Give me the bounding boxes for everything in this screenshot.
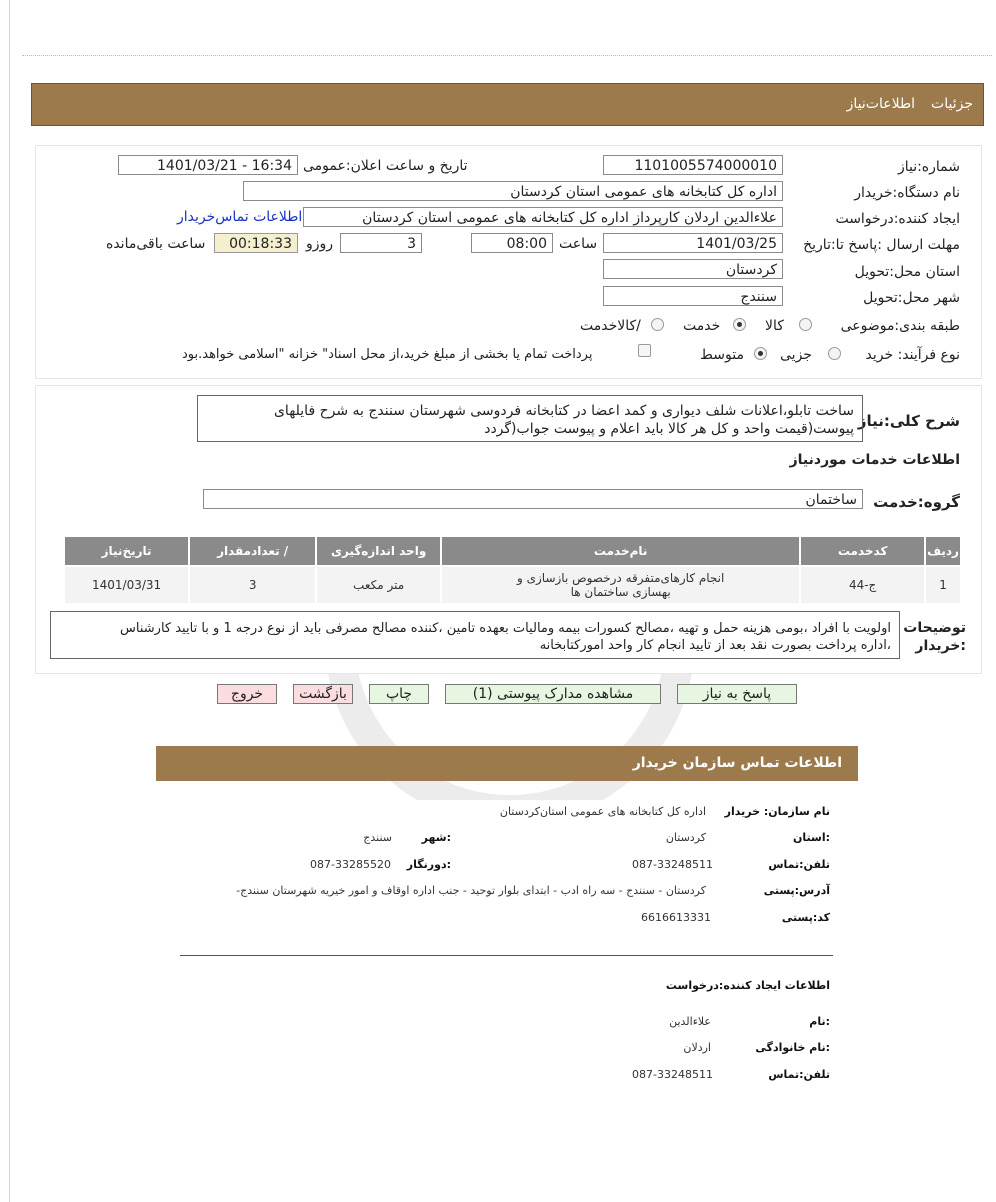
- contact-postal-label: کد:پستی: [781, 911, 830, 924]
- contact-province-label: :استان: [793, 831, 830, 844]
- city-field: سنندج: [603, 286, 783, 306]
- process-label: نوع فرآیند: خرید: [865, 347, 960, 363]
- col-service-code: کدخدمت: [800, 536, 925, 566]
- process-minor-radio[interactable]: [828, 347, 841, 360]
- contact-org-label: نام سازمان: خریدار: [724, 805, 830, 818]
- announce-label: تاریخ و ساعت اعلان:عمومی: [303, 158, 468, 174]
- time-label: ساعت: [559, 236, 598, 252]
- category-service-label: خدمت: [683, 318, 721, 334]
- contact-phone-value: 087-33248511: [632, 858, 713, 871]
- contact-city-label: :شهر: [421, 831, 451, 844]
- creator-family-value: اردلان: [683, 1041, 711, 1054]
- col-service-name: نام‌خدمت: [441, 536, 800, 566]
- need-number-label: شماره:نیاز: [897, 159, 960, 175]
- category-goods-radio[interactable]: [799, 318, 812, 331]
- creator-info-title: اطلاعات ایجاد کننده:درخواست: [665, 979, 830, 992]
- contact-phone-label: تلفن:تماس: [768, 858, 830, 871]
- exit-button[interactable]: خروج: [217, 684, 277, 704]
- dotted-divider: [22, 55, 992, 56]
- buyer-notes-box: [50, 611, 900, 659]
- services-title: اطلاعات خدمات موردنیاز: [789, 452, 960, 468]
- buyer-contact-link[interactable]: اطلاعات تماس‌خریدار: [177, 209, 303, 225]
- page-left-border: [9, 0, 10, 1202]
- cell-quantity: 3: [189, 566, 316, 604]
- cell-service-name: [441, 566, 800, 604]
- cell-service-code: ج-44: [800, 566, 925, 604]
- category-label: طبقه بندی:موضوعی: [840, 318, 960, 334]
- province-field: کردستان: [603, 259, 783, 279]
- table-row: [64, 566, 961, 604]
- col-quantity: / تعدادمقدار: [189, 536, 316, 566]
- contact-header-bar: [156, 746, 858, 781]
- contact-address-value: کردستان - سنندج - سه راه ادب - ابتدای بلوار توحید - جنب اداره اوقاف و امور خیریه شهرستان سنندج-: [236, 884, 706, 897]
- details-tab[interactable]: جزئیات: [931, 96, 973, 112]
- section-header-bar: [31, 83, 984, 126]
- city-label: شهر محل:تحویل: [863, 290, 960, 306]
- service-name-line-1: انجام کارهای‌متفرقه درخصوص بازسازی و: [516, 571, 725, 585]
- col-unit: واحد اندازه‌گیری: [316, 536, 441, 566]
- contact-fax-label: :دورنگار: [406, 858, 451, 871]
- creator-phone-label: تلفن:تماس: [768, 1068, 830, 1081]
- process-medium-radio[interactable]: [754, 347, 767, 360]
- contact-city-value: سنندج: [363, 831, 392, 844]
- category-service-radio[interactable]: [733, 318, 746, 331]
- creator-label: ایجاد کننده:درخواست: [835, 211, 960, 227]
- deadline-date-field: 1401/03/25: [603, 233, 783, 253]
- contact-address-label: آدرس:پستی: [763, 884, 830, 897]
- creator-family-label: :نام خانوادگی: [755, 1041, 830, 1054]
- cell-index: 1: [925, 566, 961, 604]
- creator-phone-value: 087-33248511: [632, 1068, 713, 1081]
- days-label: روزو: [306, 236, 334, 252]
- remaining-label: ساعت باقی‌مانده: [106, 236, 206, 252]
- category-goods-service-radio[interactable]: [651, 318, 664, 331]
- contact-province-value: کردستان: [665, 831, 706, 844]
- service-group-label: گروه:خدمت: [873, 493, 960, 511]
- process-minor-label: جزیی: [780, 347, 812, 363]
- deadline-time-field: 08:00: [471, 233, 553, 253]
- view-attachments-button[interactable]: مشاهده مدارک پیوستی (1): [445, 684, 661, 704]
- need-info-tab[interactable]: اطلاعات‌نیاز: [846, 96, 915, 112]
- need-number-field: 1101005574000010: [603, 155, 783, 175]
- description-line-2: پیوست(قیمت واحد و کل هر کالا باید اعلام و پیوست جواب(گردد: [484, 421, 854, 437]
- col-need-date: تاریخ‌نیاز: [64, 536, 189, 566]
- process-medium-label: متوسط: [700, 347, 744, 363]
- description-box: [197, 395, 863, 442]
- payment-note: پرداخت تمام یا بخشی از مبلغ خرید،از محل اسناد" خزانه "اسلامی خواهد.بود: [182, 347, 593, 362]
- creator-name-label: :نام: [809, 1015, 830, 1028]
- service-group-field: ساختمان: [203, 489, 863, 509]
- contact-title: اطلاعات تماس سازمان خریدار: [632, 755, 842, 771]
- treasury-payment-checkbox[interactable]: [638, 344, 651, 357]
- buyer-org-label: نام دستگاه:خریدار: [854, 185, 960, 201]
- service-name-line-2: بهسازی ساختمان ها: [570, 585, 671, 599]
- table-header-row: [64, 536, 961, 566]
- category-goods-label: کالا: [765, 318, 784, 334]
- contact-fax-value: 087-33285520: [310, 858, 391, 871]
- reply-button[interactable]: پاسخ به نیاز: [677, 684, 797, 704]
- buyer-notes-label-line-1: توضیحات: [903, 620, 966, 636]
- province-label: استان محل:تحویل: [854, 264, 960, 280]
- contact-divider: [180, 955, 833, 956]
- buyer-notes-line-1: اولویت با افراد ،بومی هزینه حمل و تهیه ،مصالح کسورات بیمه ومالیات بعهده تامین ،کننده مصالح مصرفی باید از نوع درجه 1 و با تایید کارشناس: [120, 621, 891, 636]
- buyer-notes-line-2: ،اداره پرداخت بصورت نقد بعد از تایید انجام کار واحد امورکتابخانه: [539, 638, 891, 653]
- creator-field: علاءالدین اردلان کارپرداز اداره کل کتابخانه های عمومی استان کردستان: [303, 207, 783, 227]
- back-button[interactable]: بازگشت: [293, 684, 353, 704]
- services-table: [63, 535, 962, 605]
- buyer-notes-label-line-2: :خریدار: [915, 638, 966, 654]
- col-index: ردیف: [925, 536, 961, 566]
- buyer-org-field: اداره کل کتابخانه های عمومی استان کردستان: [243, 181, 783, 201]
- description-line-1: ساخت تابلو،اعلانات شلف دیواری و کمد اعضا در کتابخانه فردوسی شهرستان سنندج به شرح فایلهای: [273, 403, 854, 419]
- contact-org-value: اداره کل کتابخانه های عمومی استان‌کردستان: [499, 805, 706, 818]
- cell-need-date: 1401/03/31: [64, 566, 189, 604]
- contact-postal-value: 6616613331: [641, 911, 711, 924]
- deadline-label: مهلت ارسال :پاسخ تا:تاریخ: [803, 237, 960, 253]
- category-goods-service-label: /کالاخدمت: [580, 318, 641, 334]
- cell-unit: متر مکعب: [316, 566, 441, 604]
- print-button[interactable]: چاپ: [369, 684, 429, 704]
- description-label: شرح کلی:نیاز: [857, 412, 960, 430]
- remaining-timer: 00:18:33: [214, 233, 298, 253]
- buyer-notes-label: [903, 619, 966, 655]
- announce-field: 1401/03/21 - 16:34: [118, 155, 298, 175]
- creator-name-value: علاءالدین: [669, 1015, 711, 1028]
- days-field: 3: [340, 233, 422, 253]
